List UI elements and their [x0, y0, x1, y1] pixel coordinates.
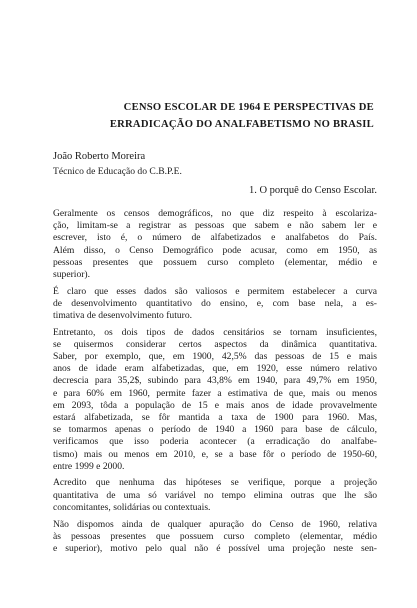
text-line: pessoas presentes que possuem curso completo (elementar, médio e [53, 256, 377, 268]
text-line: decrescia para 35,2$, subindo para 43,8% em 1940, para 49,7% em 1950, [53, 375, 377, 387]
body-paragraph [53, 208, 377, 281]
article-title-line-2: ERRADICAÇÃO DO ANALFABETISMO NO BRASIL [109, 119, 374, 130]
text-line: e para 60% em 1960, permite fazer a estimativa de que, mais ou menos [53, 387, 377, 399]
text-line: em 2093, tôda a população de 15 e mais anos de idade provavelmente [53, 399, 377, 411]
text-line: de desenvolvimento quantitativo do ensino, e, com base nela, a es- [53, 297, 377, 309]
section-heading: 1. O porquê do Censo Escolar. [248, 185, 377, 196]
text-line: estará alfabetizada, se fôr mantida a taxa de 1900 para 1960. Mas, [53, 412, 377, 423]
text-line: É claro que esses dados são valiosos e permitem estabelecer a curva [53, 285, 377, 297]
text-line: ção, limitam-se a registrar as pessoas que sabem e não sabem ler e [53, 220, 377, 232]
text-line: Além disso, o Censo Demográfico pode acusar, como em 1950, as [53, 244, 377, 256]
text-line: Saber, por exemplo, que, em 1900, 42,5% das pessoas de 15 e mais [53, 351, 377, 363]
author-role: Técnico de Educação do C.B.P.E. [53, 166, 182, 177]
text-line: quantitativa de uma só variável no tempo elimina outras que lhe são [53, 489, 377, 501]
text-line: Geralmente os censos demográficos, no que diz respeito à escolariza- [53, 208, 377, 219]
text-line: concomitantes, solidárias ou contextuais. [53, 501, 211, 513]
body-paragraph [53, 327, 377, 473]
text-line: timativa de desenvolvimento futuro. [53, 310, 193, 321]
text-line: superior). [53, 268, 91, 280]
body-paragraph [53, 477, 377, 514]
text-line: verificamos que isso poderia acontecer (a erradicação do analfabe- [53, 436, 377, 448]
body-paragraph [53, 286, 377, 323]
text-line: tismo) mais ou menos em 2010, e, se a base fôr o período de 1950-60, [53, 448, 377, 460]
text-line: entre 1999 e 2000. [53, 460, 125, 472]
text-line: Entretanto, os dois tipos de dados censitários se tornam insuficientes, [53, 326, 377, 338]
article-body [53, 208, 377, 560]
author-name: João Roberto Moreira [53, 151, 146, 162]
text-line: escrever, isto é, o número de alfabetizados e analfabetos do País. [53, 232, 377, 244]
text-line: se tomarmos apenas o período de 1940 a 1960 para base de cálculo, [53, 424, 377, 436]
text-line: Não dispomos ainda de qualquer apuração do Censo de 1960, relativa [53, 518, 377, 530]
text-line: anos de idade eram alfabetizadas, que, em 1920, esse número relativo [53, 363, 377, 375]
text-line: se quisermos considerar certos aspectos da dinâmica quantitativa. [53, 338, 377, 350]
text-line: às pessoas presentes que possuem curso completo (elementar, médio [53, 530, 377, 542]
article-title-line-1: CENSO ESCOLAR DE 1964 E PERSPECTIVAS DE [123, 102, 374, 113]
text-line: e superior), motivo pelo qual não é possível uma projeção neste sen- [53, 542, 377, 554]
text-line: Acredito que nenhuma das hipóteses se verifique, porque a projeção [53, 477, 377, 489]
body-paragraph [53, 519, 377, 556]
